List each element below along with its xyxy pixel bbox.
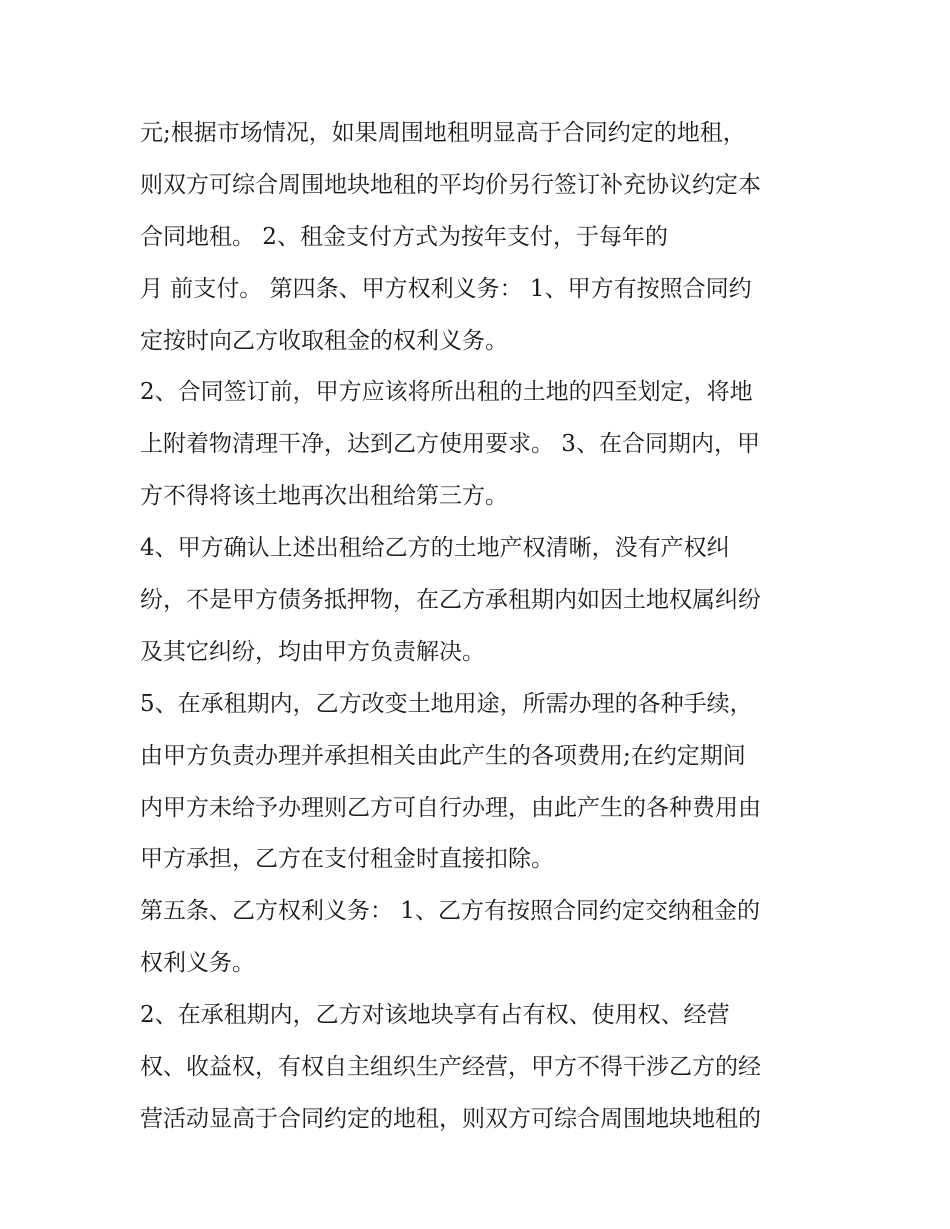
- text-line: 定按时向乙方收取租金的权利义务。: [140, 327, 508, 354]
- text-line: 权、收益权，有权自主组织生产经营，甲方不得干涉乙方的经: [140, 1054, 761, 1081]
- text-line: 2、在承租期内，乙方对该地块享有占有权、使用权、经营: [140, 1002, 730, 1029]
- text-line: 纷，不是甲方债务抵押物，在乙方承租期内如因土地权属纠纷: [140, 587, 761, 614]
- text-line: 月 前支付。 第四条、甲方权利义务： 1、甲方有按照合同约: [140, 275, 752, 302]
- text-line: 4、甲方确认上述出租给乙方的土地产权清晰，没有产权纠: [140, 535, 730, 562]
- text-line: 内甲方未给予办理则乙方可自行办理，由此产生的各种费用由: [140, 794, 761, 821]
- contract-text: [140, 108, 830, 1146]
- text-line: 上附着物清理干净，达到乙方使用要求。 3、在合同期内，甲: [140, 431, 760, 458]
- text-line: 5、在承租期内，乙方改变土地用途，所需办理的各种手续，: [140, 690, 753, 717]
- text-line: 营活动显高于合同约定的地租，则双方可综合周围地块地租的: [140, 1105, 761, 1132]
- text-line: 由甲方负责办理并承担相关由此产生的各项费用;在约定期间: [140, 742, 746, 769]
- text-line: 合同地租。 2、租金支付方式为按年支付，于每年的: [140, 223, 668, 250]
- text-line: 元;根据市场情况，如果周围地租明显高于合同约定的地租，: [140, 120, 746, 146]
- text-line: 方不得将该土地再次出租给第三方。: [140, 483, 508, 510]
- text-line: 权利义务。: [140, 950, 255, 977]
- text-line: 及其它纠纷，均由甲方负责解决。: [140, 638, 485, 665]
- text-line: 2、合同签订前，甲方应该将所出租的土地的四至划定，将地: [140, 379, 753, 406]
- text-line: 甲方承担，乙方在支付租金时直接扣除。: [140, 846, 554, 873]
- text-line: 则双方可综合周围地块地租的平均价另行签订补充协议约定本: [140, 171, 761, 198]
- text-line: 第五条、乙方权利义务： 1、乙方有按照合同约定交纳租金的: [140, 898, 760, 925]
